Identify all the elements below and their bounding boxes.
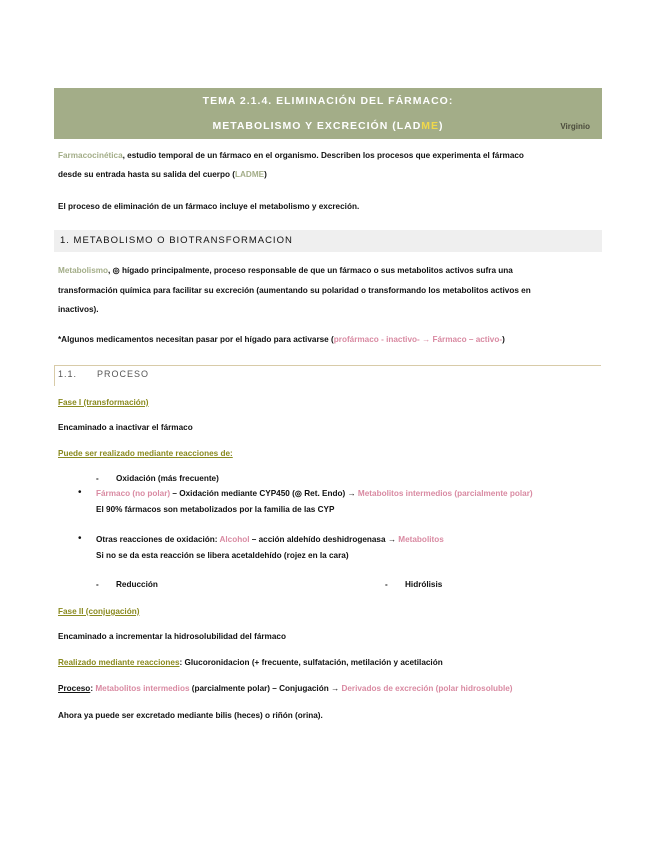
- reduccion-dash: -: [96, 580, 99, 589]
- title-line-1: TEMA 2.1.4. ELIMINACIÓN DEL FÁRMACO:: [202, 95, 454, 107]
- oxidacion-dash: -: [96, 474, 99, 483]
- intro-text-2: desde su entrada hasta su salida del cuerpo (: [58, 170, 235, 179]
- metabolismo-text-1: , ◎ hígado principalmente, proceso responsable de que un fármaco o sus metabolitos activos sufra una: [108, 266, 513, 275]
- intro-paragraph-2: El proceso de eliminación de un fármaco incluye el metabolismo y excreción.: [58, 202, 360, 211]
- note-post: ): [502, 335, 505, 344]
- fase-1-heading: Fase I (transformación): [58, 398, 149, 407]
- proceso-metabolitos: Metabolitos intermedios: [95, 684, 190, 693]
- proceso-colon: :: [90, 684, 96, 693]
- title-line-2: [54, 120, 602, 132]
- author-label: Virginio: [560, 122, 590, 131]
- note-pink: profármaco - inactivo- → Fármaco – activo-: [333, 335, 503, 344]
- title-line-2-post: ): [439, 120, 444, 132]
- bullet-2-mid: – acción aldehído deshidrogenasa →: [249, 535, 399, 544]
- intro-text-2-post: ): [264, 170, 267, 179]
- metabolitos-term: Metabolitos: [398, 535, 444, 544]
- metabolismo-line-2: transformación química para facilitar su excreción (aumentando su polaridad o transformando los metabolitos activos en: [58, 286, 531, 295]
- intro-line-2: [58, 165, 267, 185]
- realizado-label: Realizado mediante reacciones: [58, 658, 180, 667]
- profarmaco-note: [58, 330, 505, 350]
- subsection-title: PROCESO: [97, 369, 150, 379]
- hidrolisis-label: Hidrólisis: [405, 580, 443, 589]
- fase-2-via-text: : Glucoronidacion (+ frecuente, sulfatación, metilación y acetilación: [179, 658, 443, 667]
- fase-2-proceso: [58, 679, 513, 699]
- term-metabolismo: Metabolismo: [58, 266, 109, 275]
- bullet-2: •: [78, 533, 82, 544]
- section-heading-1: [54, 230, 602, 252]
- proceso-label: Proceso: [58, 684, 91, 693]
- note-pre: *Algunos medicamentos necesitan pasar por el hígado para activarse (: [58, 335, 334, 344]
- title-accent: ME: [421, 120, 440, 132]
- subsection-number: 1.1.: [58, 369, 78, 379]
- bullet-2-line-2: Si no se da esta reacción se libera acetaldehído (rojez en la cara): [96, 551, 349, 560]
- hidrolisis-dash: -: [385, 580, 388, 589]
- bullet-2-pre: Otras reacciones de oxidación:: [96, 535, 220, 544]
- reduccion-label: Reducción: [116, 580, 158, 589]
- alcohol-term: Alcohol: [219, 535, 250, 544]
- fase-1-via: Puede ser realizado mediante reacciones de:: [58, 449, 233, 458]
- derivados-excrecion: Derivados de excreción (polar hidrosoluble): [341, 684, 513, 693]
- fase-2-via: [58, 653, 443, 673]
- section-1-title: 1. METABOLISMO O BIOTRANSFORMACION: [60, 235, 293, 246]
- bullet-1-line-2: El 90% fármacos son metabolizados por la familia de las CYP: [96, 505, 335, 514]
- bullet-1-mid: – Oxidación mediante CYP450 (◎ Ret. Endo) →: [170, 489, 358, 498]
- term-farmacocinetica: Farmacocinética: [58, 151, 123, 160]
- oxidacion-label: Oxidación (más frecuente): [116, 474, 219, 483]
- bullet-1: •: [78, 487, 82, 498]
- fase-1-aim: Encaminado a inactivar el fármaco: [58, 423, 193, 432]
- intro-line-1: [58, 146, 524, 166]
- metabolismo-line-3: inactivos).: [58, 305, 99, 314]
- title-line-2-pre: METABOLISMO Y EXCRECIÓN (LAD: [212, 120, 422, 132]
- metabolismo-line-1: [58, 261, 513, 281]
- ladme-term: LADME: [235, 170, 265, 179]
- fase-2-heading: Fase II (conjugación): [58, 607, 140, 616]
- fase-2-aim: Encaminado a incrementar la hidrosolubilidad del fármaco: [58, 632, 286, 641]
- intro-text-1: , estudio temporal de un fármaco en el organismo. Describen los procesos que experimenta el fármaco: [122, 151, 524, 160]
- excrecion-final: Ahora ya puede ser excretado mediante bilis (heces) o riñón (orina).: [58, 711, 323, 720]
- title-banner: [54, 88, 602, 139]
- proceso-mid: (parcialmente polar) – Conjugación →: [189, 684, 342, 693]
- farmaco-no-polar: Fármaco (no polar): [96, 489, 171, 498]
- metabolitos-intermedios: Metabolitos intermedios (parcialmente polar): [357, 489, 533, 498]
